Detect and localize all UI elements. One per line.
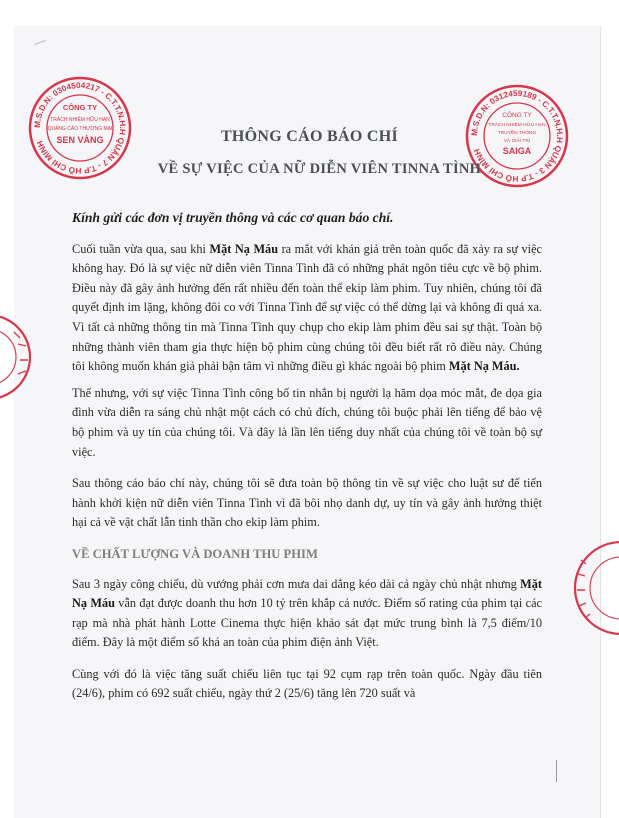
seal-right-ring-text: M.S.D.N: 0312459189 - C.T.T.N.H.H QUẬN 3 - T.P HỒ CHÍ MINH [469,88,565,184]
paragraph-1 [72,240,542,377]
paragraph-5: Cùng với đó là việc tăng suất chiếu liên tục tại 92 cụm rạp trên toàn quốc. Ngày đầu tiên (24/6), phim có 692 suất chiếu, ngày thứ 2 (25/6) tăng lên 720 suất và [72,666,542,701]
movie-title: Mặt Nạ Máu. [448,359,520,374]
letter-body [72,208,542,716]
text-segment: ra mắt với khán giả trên toàn quốc đã xảy ra sự việc không hay. Đó là sự việc nữ diễn viên Tinna Tình đã có những phát ngôn tiêu cực về bộ phim. Điều này đã gây ảnh hưởng đến rất nhiều đến toàn thể ekip làm phim. Tuy nhiên, chúng tôi đã quyết định im lặng, không đôi co với Tinna Tình để sự việc có thể dừng lại và không đi quá xa. Vì tất cả những thông tin mà Tinna Tình quy chụp cho ekip làm phim đều sai sự thật. Toàn bộ những thành viên tham gia thực hiện bộ phim cùng chúng tôi đều biết rất rõ điều này. Chúng tôi không muốn khán giả phải bận tâm vì những điều gì khác ngoài bộ phim [72,241,542,374]
movie-title: Mặt Nạ Máu [209,241,279,256]
paper-mark [556,760,557,782]
seal-right-line3: TRUYỀN THÔNG [497,131,537,136]
seal-right-name: SAIGA [502,146,532,156]
seal-left-ring-text: M.S.D.N: 0304504217 - C.T.T.N.H.H QUẬN 7 - T.P HỒ CHÍ MINH [32,80,128,176]
greeting: Kính gửi các đơn vị truyền thông và các cơ quan báo chí. [72,210,394,225]
seal-left-line3: QUẢNG CÁO THƯƠNG MẠI [47,126,113,132]
seal-right-line4: VÀ GIẢI TRÍ [503,139,531,144]
page-title: THÔNG CÁO BÁO CHÍ [220,128,399,145]
text-segment: vẫn đạt được doanh thu hơn 10 tỷ trên khắp cả nước. Điểm số rating của phim tại các rạp mà nhà phát hành Lotte Cinema thực hiện khảo sát đạt mức trung bình là 7,5 điểm/10 điểm. Đây là một điểm số khá an toàn của phim điện ảnh Việt. [72,596,542,650]
section-heading: VỀ CHẤT LƯỢNG VÀ DOANH THU PHIM [72,546,318,561]
seal-right-line2: TRÁCH NHIỆM HỮU HẠN [488,123,546,128]
movie-title: Mặt Nạ Máu [72,576,542,611]
paragraph-3: Sau thông cáo báo chí này, chúng tôi sẽ đưa toàn bộ thông tin về sự việc cho luật sư để tiến hành khởi kiện nữ diễn viên Tinna Tình vì đã bôi nhọ danh dự, uy tín và gây ảnh hưởng thiệt hại cả về vật chất lẫn tinh thần cho ekip làm phim. [72,476,542,530]
paragraph-2: Thế nhưng, với sự việc Tinna Tình công bố tin nhắn bị người lạ hăm dọa móc mắt, đe dọa gia đình vừa diễn ra sáng chủ nhật một cách có chủ đích, chúng tôi buộc phải lên tiếng để bảo vệ bộ phim và uy tín của chúng tôi. Và đây là lần lên tiếng duy nhất của chúng tôi về toàn bộ sự việc. [72,385,542,459]
seal-left-line1: CÔNG TY [62,103,98,112]
seal-right-line1: CÔNG TY [502,112,532,119]
page-subtitle: VỀ SỰ VIỆC CỦA NỮ DIỄN VIÊN TINNA TÌNH [157,161,482,177]
text-segment: Cuối tuần vừa qua, sau khi [72,241,210,256]
seal-partial-left-edge [0,312,40,402]
paragraph-4 [72,575,542,653]
seal-left-line2: TRÁCH NHIỆM HỮU HẠN [50,117,110,123]
text-segment: Sau 3 ngày công chiếu, dù vướng phải cơn mưa dai dẳng kéo dài cả ngày chủ nhật nhưng [72,576,521,591]
seal-left-name: SEN VÀNG [56,135,104,145]
seal-partial-right-edge [561,538,619,638]
